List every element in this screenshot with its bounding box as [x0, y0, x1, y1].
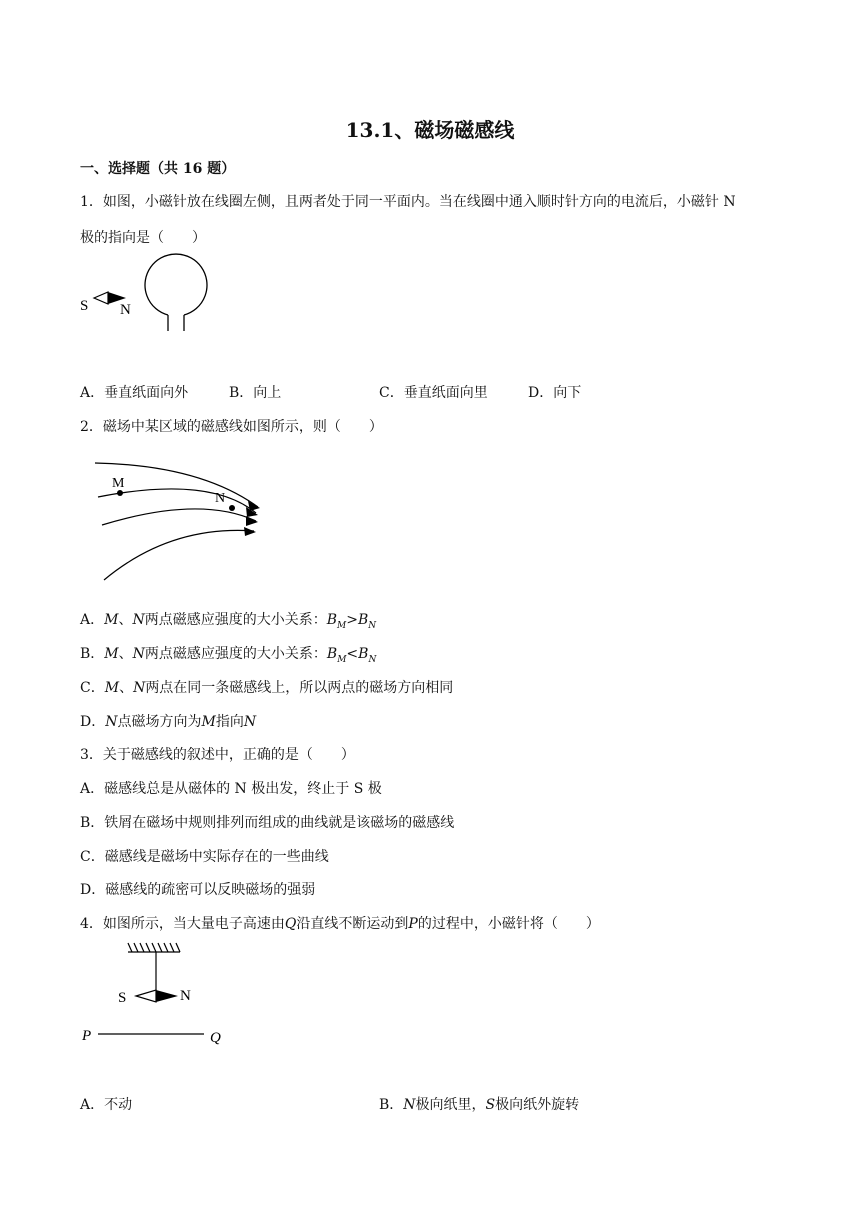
q1-option-d: D．向下 [528, 385, 582, 401]
q4-option-a: A．不动 [80, 1097, 133, 1113]
q2-option-d: D．N点磁场方向为M指向N [80, 714, 257, 730]
coil-loop-icon [145, 254, 207, 331]
ceiling-hatch-icon [128, 943, 180, 952]
q1-figure [80, 255, 220, 335]
page-title: 13.1、磁场磁感线 [345, 118, 515, 142]
q4-fig-p-label: P [82, 1028, 92, 1044]
q2-stem: 2．磁场中某区域的磁感线如图所示，则（ ） [80, 419, 383, 435]
q4-stem: 4．如图所示，当大量电子高速由Q沿直线不断运动到P的过程中，小磁针将（ ） [80, 916, 600, 932]
q1-fig-s-label: S [80, 298, 89, 314]
q4-fig-q-label: Q [210, 1030, 221, 1046]
q1-stem-line1: 1．如图，小磁针放在线圈左侧，且两者处于同一平面内。当在线圈中通入顺时针方向的电流后，小磁针 N [80, 194, 736, 210]
q3-option-b: B．铁屑在磁场中规则排列而组成的曲线就是该磁场的磁感线 [80, 815, 455, 831]
q1-stem-line2: 极的指向是（ ） [80, 230, 206, 246]
q1-option-a: A．垂直纸面向外 [80, 385, 189, 401]
q1-fig-n-label: N [120, 302, 131, 318]
q3-option-a: A．磁感线总是从磁体的 N 极出发，终止于 S 极 [80, 781, 382, 797]
q2-figure [90, 455, 270, 585]
q3-option-c: C．磁感线是磁场中实际存在的一些曲线 [80, 849, 329, 865]
compass-needle-icon [136, 990, 178, 1002]
q4-option-b: B．N极向纸里，S极向纸外旋转 [379, 1097, 580, 1113]
q2-fig-m-label: M [112, 476, 125, 491]
point-n-dot [229, 505, 235, 511]
q2-fig-n-label: N [215, 491, 226, 506]
q2-option-a: A．M、N两点磁感应强度的大小关系：$B_M>B_N$ [80, 612, 377, 631]
q3-option-d: D．磁感线的疏密可以反映磁场的强弱 [80, 882, 316, 898]
q2-option-c: C．M、N两点在同一条磁感线上，所以两点的磁场方向相同 [80, 680, 454, 696]
q4-fig-s-label: S [118, 990, 127, 1006]
q3-stem: 3．关于磁感线的叙述中，正确的是（ ） [80, 747, 355, 763]
q4-figure [80, 940, 240, 1050]
q4-fig-n-label: N [180, 988, 191, 1004]
q2-option-b: B．M、N两点磁感应强度的大小关系：$B_M<B_N$ [80, 646, 377, 665]
section-heading: 一、选择题（共 16 题） [80, 161, 236, 177]
q1-option-b: B．向上 [229, 385, 282, 401]
q1-option-c: C．垂直纸面向里 [379, 385, 488, 401]
